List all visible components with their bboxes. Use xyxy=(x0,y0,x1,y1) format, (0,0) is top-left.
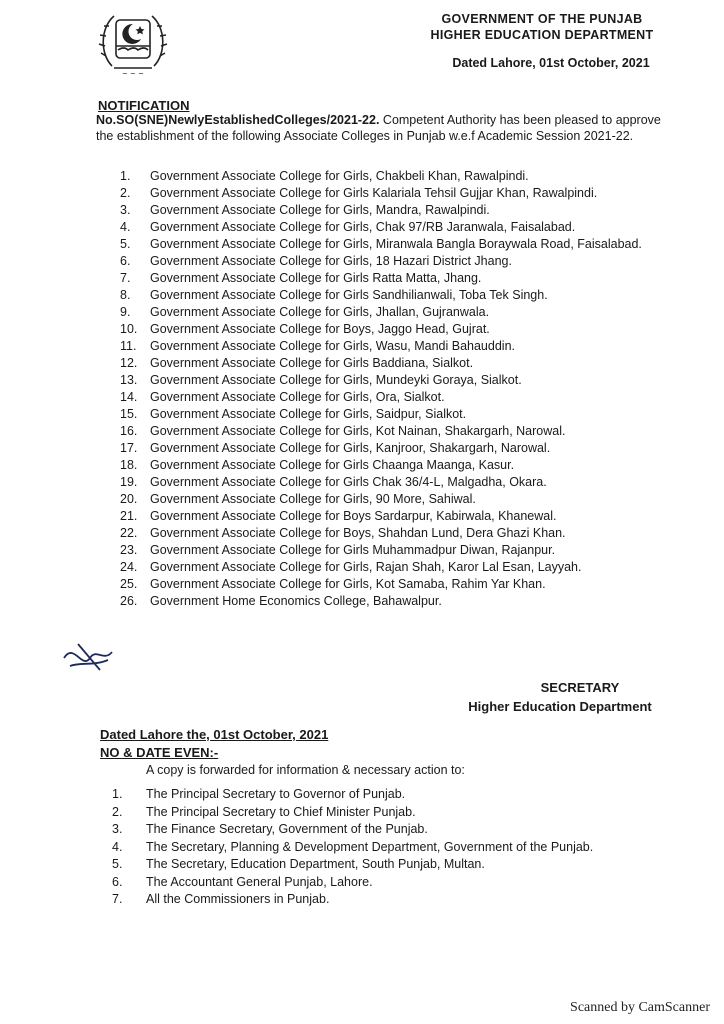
college-list-item-text: Government Associate College for Girls, Wasu, Mandi Bahauddin. xyxy=(150,339,515,353)
college-list-item-number: 8. xyxy=(120,288,131,302)
college-list-item-number: 20. xyxy=(120,492,138,506)
college-list-item-text: Government Associate College for Girls Muhammadpur Diwan, Rajanpur. xyxy=(150,543,556,557)
college-list-item xyxy=(120,474,700,491)
college-list-item xyxy=(120,321,700,338)
recipient-list xyxy=(112,786,692,909)
recipient-list-item-text: All the Commissioners in Punjab. xyxy=(146,892,330,906)
recipient-list-item xyxy=(112,856,692,874)
college-list-item-text: Government Associate College for Girls, 90 More, Sahiwal. xyxy=(150,492,476,506)
college-list xyxy=(120,168,700,610)
endorsement-date: Dated Lahore the, 01st October, 2021 xyxy=(100,727,329,742)
college-list-item-text: Government Associate College for Girls Chaanga Maanga, Kasur. xyxy=(150,458,515,472)
college-list-item xyxy=(120,338,700,355)
government-title: GOVERNMENT OF THE PUNJAB xyxy=(441,12,643,26)
college-list-item-number: 3. xyxy=(120,203,131,217)
recipient-list-item xyxy=(112,839,692,857)
college-list-item xyxy=(120,168,700,185)
college-list-item-number: 9. xyxy=(120,305,131,319)
college-list-item xyxy=(120,185,700,202)
college-list-item-number: 6. xyxy=(120,254,131,268)
college-list-item-number: 18. xyxy=(120,458,138,472)
college-list-item-text: Government Associate College for Girls, Kot Samaba, Rahim Yar Khan. xyxy=(150,577,546,591)
college-list-item-number: 1. xyxy=(120,169,131,183)
college-list-item-text: Government Associate College for Girls Chak 36/4-L, Malgadha, Okara. xyxy=(150,475,547,489)
recipient-list-item-number: 1. xyxy=(112,787,123,801)
college-list-item xyxy=(120,542,700,559)
college-list-item-text: Government Associate College for Girls Baddiana, Sialkot. xyxy=(150,356,474,370)
recipient-list-item-number: 3. xyxy=(112,822,123,836)
recipient-list-item-number: 4. xyxy=(112,839,123,854)
notification-reference: No.SO(SNE)NewlyEstablishedColleges/2021-22. xyxy=(96,113,380,127)
college-list-item xyxy=(120,236,700,253)
college-list-item-text: Government Associate College for Girls, Rajan Shah, Karor Lal Esan, Layyah. xyxy=(150,560,582,574)
document-header xyxy=(392,12,692,70)
college-list-item-text: Government Associate College for Girls, Chak 97/RB Jaranwala, Faisalabad. xyxy=(150,220,576,234)
college-list-item xyxy=(120,406,700,423)
college-list-item-number: 12. xyxy=(120,356,138,370)
college-list-item-number: 16. xyxy=(120,424,138,438)
notification-intro xyxy=(96,112,676,144)
college-list-item xyxy=(120,593,700,610)
college-list-item xyxy=(120,576,700,593)
college-list-item-text: Government Associate College for Girls, 18 Hazari District Jhang. xyxy=(150,254,512,268)
secretary-department: Higher Education Department xyxy=(468,699,652,714)
college-list-item xyxy=(120,440,700,457)
endorsement-number: NO & DATE EVEN:- xyxy=(100,745,219,760)
college-list-item-number: 11. xyxy=(120,339,137,353)
recipient-list-item xyxy=(112,821,692,839)
notification-intro-text: Competent Authority has been pleased to approve the establishment of the following Associate Colleges in Punjab w.e.f Academic Session 2021-22. xyxy=(96,113,661,143)
college-list-item-number: 10. xyxy=(120,322,138,336)
college-list-item-text: Government Associate College for Girls, Saidpur, Sialkot. xyxy=(150,407,467,421)
college-list-item xyxy=(120,372,700,389)
college-list-item xyxy=(120,287,700,304)
handwritten-signature xyxy=(60,636,120,676)
recipient-list-item-text: The Principal Secretary to Governor of Punjab. xyxy=(146,787,406,801)
college-list-item-number: 26. xyxy=(120,594,138,608)
signature-block xyxy=(440,680,680,714)
college-list-item-text: Government Associate College for Girls Ratta Matta, Jhang. xyxy=(150,271,482,285)
notification-title: NOTIFICATION xyxy=(98,98,190,113)
college-list-item-number: 2. xyxy=(120,186,131,200)
recipient-list-item-text: The Secretary, Planning & Development Department, Government of the Punjab. xyxy=(146,839,594,854)
college-list-item-text: Government Associate College for Boys, Jaggo Head, Gujrat. xyxy=(150,322,490,336)
recipient-list-item xyxy=(112,786,692,804)
college-list-item-number: 13. xyxy=(120,373,138,387)
college-list-item-text: Government Associate College for Girls Sandhilianwali, Toba Tek Singh. xyxy=(150,288,548,302)
college-list-item-text: Government Associate College for Girls, Mandra, Rawalpindi. xyxy=(150,203,490,217)
college-list-item-text: Government Associate College for Boys Sardarpur, Kabirwala, Khanewal. xyxy=(150,509,557,523)
recipient-list-item-number: 2. xyxy=(112,804,123,819)
recipient-list-item xyxy=(112,891,692,909)
college-list-item-text: Government Associate College for Boys, Shahdan Lund, Dera Ghazi Khan. xyxy=(150,526,566,540)
recipient-list-item xyxy=(112,874,692,892)
college-list-item xyxy=(120,525,700,542)
recipient-list-item-text: The Principal Secretary to Chief Minister Punjab. xyxy=(146,804,416,819)
college-list-item xyxy=(120,491,700,508)
college-list-item xyxy=(120,202,700,219)
college-list-item-text: Government Associate College for Girls, Jhallan, Gujranwala. xyxy=(150,305,490,319)
header-date: Dated Lahore, 01st October, 2021 xyxy=(452,56,650,70)
svg-text:~ ~ ~: ~ ~ ~ xyxy=(121,70,145,78)
college-list-item xyxy=(120,270,700,287)
college-list-item-number: 19. xyxy=(120,475,138,489)
college-list-item-text: Government Home Economics College, Bahawalpur. xyxy=(150,594,442,608)
recipient-list-item-text: The Accountant General Punjab, Lahore. xyxy=(146,874,373,889)
recipient-list-item xyxy=(112,804,692,822)
college-list-item xyxy=(120,355,700,372)
college-list-item xyxy=(120,457,700,474)
scanner-watermark: Scanned by CamScanner xyxy=(570,1000,710,1015)
recipient-list-item-text: The Secretary, Education Department, South Punjab, Multan. xyxy=(146,857,485,871)
college-list-item-text: Government Associate College for Girls, Miranwala Bangla Boraywala Road, Faisalabad. xyxy=(150,237,642,251)
college-list-item-text: Government Associate College for Girls, Chakbeli Khan, Rawalpindi. xyxy=(150,169,529,183)
college-list-item-text: Government Associate College for Girls Kalariala Tehsil Gujjar Khan, Rawalpindi. xyxy=(150,186,598,200)
college-list-item-text: Government Associate College for Girls, Mundeyki Goraya, Sialkot. xyxy=(150,373,522,387)
recipient-list-item-number: 7. xyxy=(112,892,123,906)
college-list-item xyxy=(120,389,700,406)
college-list-item-number: 21. xyxy=(120,509,138,523)
secretary-title: SECRETARY xyxy=(540,680,620,695)
college-list-item-number: 23. xyxy=(120,543,138,557)
college-list-item-number: 17. xyxy=(120,441,138,455)
college-list-item-number: 4. xyxy=(120,220,131,234)
college-list-item-number: 14. xyxy=(120,390,138,404)
college-list-item-number: 24. xyxy=(120,560,138,574)
college-list-item xyxy=(120,253,700,270)
college-list-item-number: 5. xyxy=(120,237,131,251)
college-list-item-number: 7. xyxy=(120,271,131,285)
college-list-item-text: Government Associate College for Girls, Ora, Sialkot. xyxy=(150,390,445,404)
recipient-list-item-number: 6. xyxy=(112,874,123,889)
college-list-item-number: 25. xyxy=(120,577,138,591)
department-title: HIGHER EDUCATION DEPARTMENT xyxy=(430,28,654,42)
recipient-list-item-text: The Finance Secretary, Government of the Punjab. xyxy=(146,822,428,836)
copy-forwarded-text: A copy is forwarded for information & necessary action to: xyxy=(146,763,465,777)
college-list-item xyxy=(120,304,700,321)
punjab-emblem-logo xyxy=(92,6,174,78)
college-list-item-number: 22. xyxy=(120,526,138,540)
college-list-item-number: 15. xyxy=(120,407,138,421)
recipient-list-item-number: 5. xyxy=(112,857,123,871)
college-list-item xyxy=(120,508,700,525)
college-list-item-text: Government Associate College for Girls, Kanjroor, Shakargarh, Narowal. xyxy=(150,441,551,455)
college-list-item xyxy=(120,423,700,440)
college-list-item xyxy=(120,219,700,236)
college-list-item xyxy=(120,559,700,576)
college-list-item-text: Government Associate College for Girls, Kot Nainan, Shakargarh, Narowal. xyxy=(150,424,566,438)
